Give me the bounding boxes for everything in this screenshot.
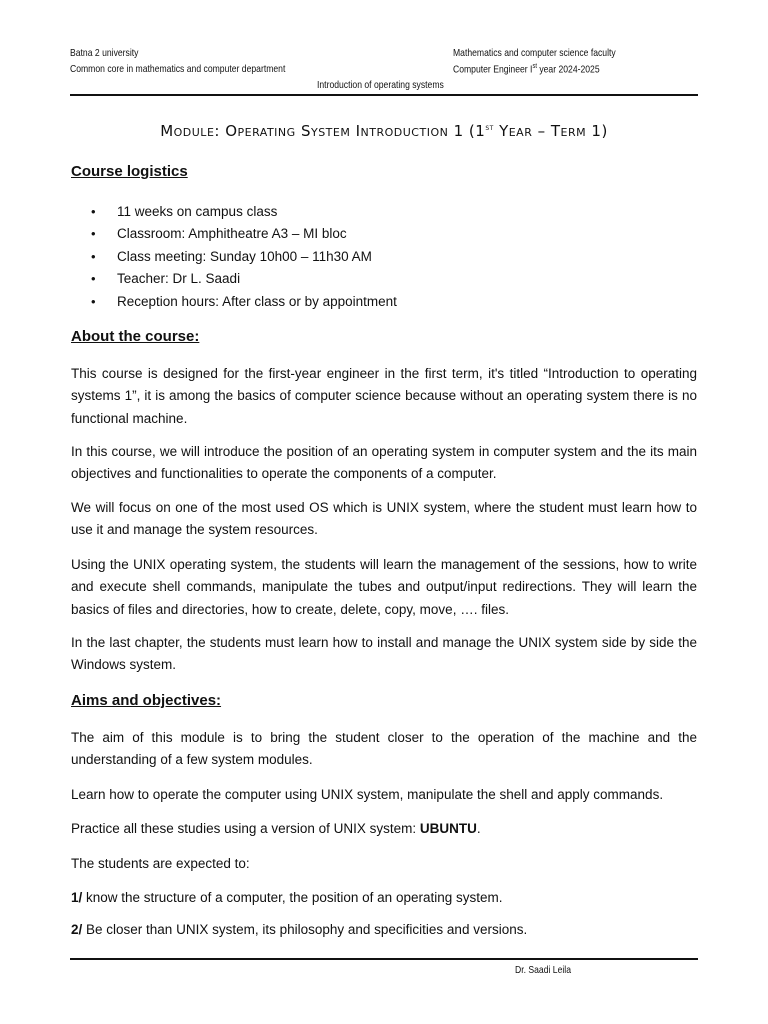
aims-paragraph-4: The students are expected to: (71, 856, 250, 871)
ubuntu-label: UBUNTU (419, 821, 477, 836)
aims-p3-text: Practice all these studies using a version of UNIX system: (71, 821, 420, 836)
objective-1 (71, 887, 697, 909)
title-prefix: Module: Operating System Introduction 1 (1 (160, 122, 486, 140)
header-year (453, 63, 600, 76)
header-year-sup: st (532, 63, 537, 70)
about-paragraph-4: Using the UNIX operating system, the students will learn the management of the sessions, how to write and execute shell commands, manipulate the tubes and output/input redirections. They will learn the basics of files and directories, how to create, delete, copy, move, …. files. (71, 557, 697, 617)
header-year-prefix: Computer Engineer I (453, 63, 533, 76)
about-paragraph-1: This course is designed for the first-year engineer in the first term, it's titled “Introduction to operating systems 1”, it is among the basics of computer science because without an operating system there is no functional machine. (71, 366, 697, 426)
aims-paragraph-2: Learn how to operate the computer using UNIX system, manipulate the shell and apply commands. (71, 787, 664, 802)
objective-2-number: 2/ (71, 922, 83, 937)
logistics-heading: Course logistics (71, 163, 188, 180)
list-item: • Reception hours: After class or by appointment (71, 291, 691, 313)
about-heading: About the course: (71, 328, 200, 345)
list-item: • Classroom: Amphitheatre A3 – MI bloc (71, 223, 691, 245)
title-sup: st (485, 123, 494, 132)
aims-paragraph-3 (71, 818, 697, 840)
footer-divider (70, 958, 698, 960)
aims-paragraph-1: The aim of this module is to bring the student closer to the operation of the machine and the understanding of a few system modules. (71, 730, 697, 768)
page-title (0, 122, 768, 140)
aims-p3-end: . (476, 821, 481, 836)
about-paragraph-5: In the last chapter, the students must learn how to install and manage the UNIX system side by side the Windows system. (71, 635, 697, 673)
objective-2 (71, 919, 697, 941)
title-suffix: Year – Term 1) (493, 122, 608, 140)
aims-heading: Aims and objectives: (71, 692, 222, 709)
header-department: Common core in mathematics and computer department (70, 63, 286, 75)
logistics-list (71, 201, 691, 313)
header-university: Batna 2 university (70, 47, 139, 59)
header-course-name: Introduction of operating systems (317, 79, 444, 91)
header-faculty: Mathematics and computer science faculty (453, 47, 616, 59)
footer-author: Dr. Saadi Leila (515, 964, 572, 976)
header-year-suffix: year 2024-2025 (536, 63, 600, 76)
objective-2-text: Be closer than UNIX system, its philosophy and specificities and versions. (82, 922, 528, 937)
list-item: • 11 weeks on campus class (71, 201, 691, 223)
list-item: • Teacher: Dr L. Saadi (71, 268, 691, 290)
list-item: • Class meeting: Sunday 10h00 – 11h30 AM (71, 246, 691, 268)
about-paragraph-2: In this course, we will introduce the position of an operating system in computer system and the its main objectives and functionalities to operate the components of a computer. (71, 444, 697, 482)
objective-1-number: 1/ (71, 890, 83, 905)
about-paragraph-3: We will focus on one of the most used OS which is UNIX system, where the student must learn how to use it and manage the system resources. (71, 500, 697, 538)
objective-1-text: know the structure of a computer, the position of an operating system. (82, 890, 503, 905)
header-divider (70, 94, 698, 96)
